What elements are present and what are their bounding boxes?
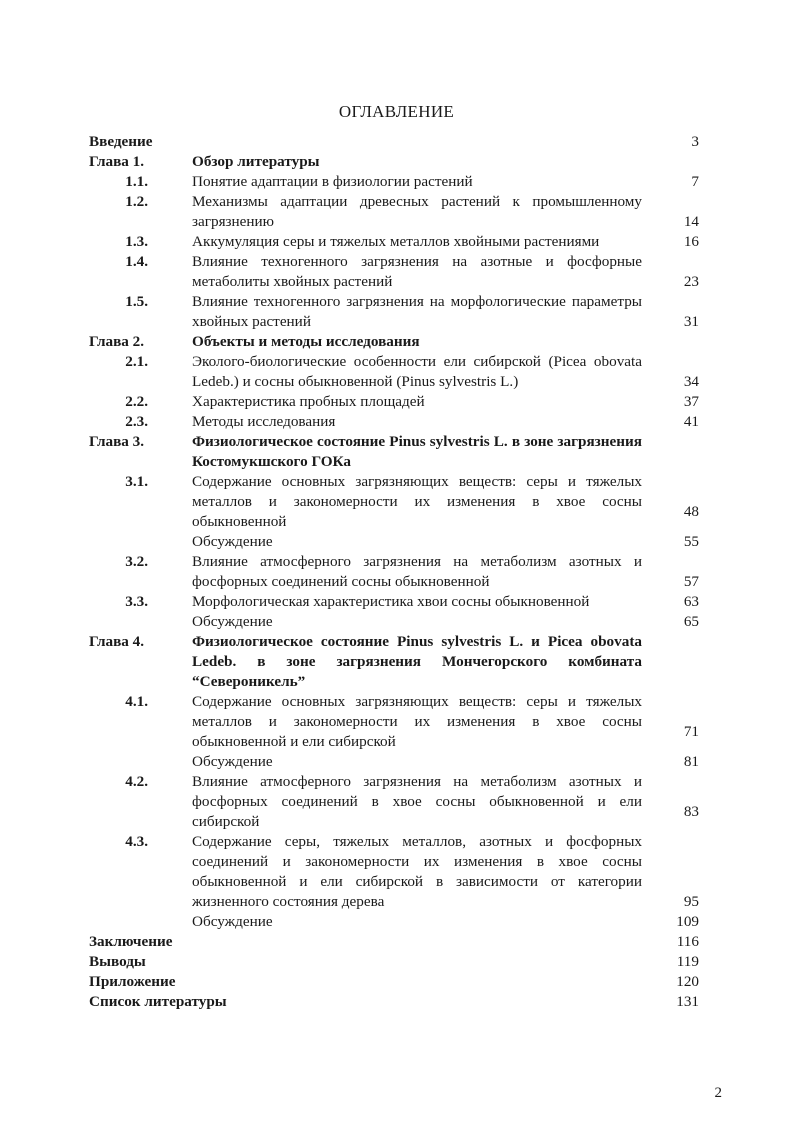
toc-section — [0, 612, 793, 632]
toc-entry-number: 3.2. — [125, 553, 148, 570]
toc-top-entry — [0, 972, 793, 992]
toc-section — [0, 412, 793, 432]
toc-entry-page: 95 — [683, 893, 699, 910]
toc-section — [0, 352, 793, 392]
toc-section — [0, 392, 793, 412]
toc-entry-title: Влияние техногенного загрязнения на морфологические параметры хвойных растений — [192, 293, 642, 330]
toc-section — [0, 752, 793, 772]
toc-chapter — [0, 432, 793, 472]
toc-section — [0, 192, 793, 232]
toc-entry-page: 14 — [683, 213, 699, 230]
toc-entry-title: Обсуждение — [192, 533, 273, 550]
toc-section — [0, 532, 793, 552]
toc-section — [0, 292, 793, 332]
toc-entry-title: Содержание серы, тяжелых металлов, азотных и фосфорных соединений и закономерности их изменения в хвое сосны обыкновенной и ели сибирской в зависимости от категории жизненного состояния дерева — [192, 833, 642, 910]
toc-entry-number: 1.4. — [125, 253, 148, 270]
toc-entry-label: Введение — [89, 133, 153, 150]
toc-entry-page: 63 — [683, 593, 699, 610]
toc-entry-label: Список литературы — [89, 993, 227, 1010]
toc-entry-page: 37 — [683, 393, 699, 410]
toc-entry-title: Влияние атмосферного загрязнения на метаболизм азотных и фосфорных соединений в хвое сосны обыкновенной и ели сибирской — [192, 773, 642, 830]
toc-chapter — [0, 332, 793, 352]
toc-entry-title: Обзор литературы — [192, 153, 320, 170]
toc-entry-number: 3.1. — [125, 473, 148, 490]
toc-entry-title: Содержание основных загрязняющих веществ: серы и тяжелых металлов и закономерности их изменения в хвое сосны обыкновенной — [192, 473, 642, 530]
toc-entry-page: 65 — [683, 613, 699, 630]
toc-entry-title: Обсуждение — [192, 613, 273, 630]
toc-entry-title: Обсуждение — [192, 753, 273, 770]
toc-entry-page: 120 — [676, 973, 699, 990]
toc-top-entry — [0, 132, 793, 152]
toc-section — [0, 552, 793, 592]
toc-entry-title: Влияние техногенного загрязнения на азотные и фосфорные метаболиты хвойных растений — [192, 253, 642, 290]
page-title: ОГЛАВЛЕНИЕ — [338, 102, 455, 121]
toc-top-entry — [0, 952, 793, 972]
toc-top-entry — [0, 932, 793, 952]
toc-section — [0, 252, 793, 292]
toc-entry-page: 16 — [683, 233, 699, 250]
toc-entry-number: 1.5. — [125, 293, 148, 310]
toc-entry-page: 55 — [683, 533, 699, 550]
toc-entry-title: Методы исследования — [192, 413, 336, 430]
toc-entry-number: Глава 4. — [89, 633, 145, 650]
toc-entry-number: 1.3. — [125, 233, 148, 250]
toc-section — [0, 772, 793, 832]
toc-entry-number: 1.2. — [125, 193, 148, 210]
toc-entry-number: Глава 2. — [89, 333, 145, 350]
toc-entry-page: 34 — [683, 373, 699, 390]
toc-entry-number: Глава 1. — [89, 153, 145, 170]
toc-entry-title: Физиологическое состояние Pinus sylvestris L. в зоне загрязнения Костомукшского ГОКа — [192, 433, 642, 470]
toc-section — [0, 692, 793, 752]
toc-entry-page: 7 — [691, 173, 699, 190]
toc-entry-number: 4.1. — [125, 693, 148, 710]
toc-entry-title: Характеристика пробных площадей — [192, 393, 425, 410]
toc-chapter — [0, 632, 793, 692]
toc-entry-title: Физиологическое состояние Pinus sylvestris L. и Picea obovata Ledeb. в зоне загрязнения Мончегорского комбината “Североникель” — [192, 633, 642, 690]
toc-chapter — [0, 152, 793, 172]
toc-section — [0, 172, 793, 192]
toc-entry-number: 2.2. — [125, 393, 148, 410]
toc-entry-title: Понятие адаптации в физиологии растений — [192, 173, 473, 190]
toc-entry-number: 4.3. — [125, 833, 148, 850]
toc-entry-page: 81 — [683, 753, 699, 770]
table-of-contents — [0, 132, 793, 1012]
toc-entry-number: 1.1. — [125, 173, 148, 190]
toc-top-entry — [0, 992, 793, 1012]
toc-entry-page: 57 — [683, 573, 699, 590]
toc-entry-title: Содержание основных загрязняющих веществ: серы и тяжелых металлов и закономерности их изменения в хвое сосны обыкновенной и ели сибирской — [192, 693, 642, 750]
toc-entry-number: 2.3. — [125, 413, 148, 430]
toc-entry-number: 2.1. — [125, 353, 148, 370]
toc-section — [0, 832, 793, 912]
toc-entry-title: Объекты и методы исследования — [192, 333, 420, 350]
toc-entry-page: 116 — [676, 933, 699, 950]
toc-entry-page: 119 — [676, 953, 699, 970]
toc-entry-page: 83 — [683, 803, 699, 820]
toc-entry-number: Глава 3. — [89, 433, 145, 450]
toc-entry-page: 109 — [676, 913, 699, 930]
toc-entry-page: 23 — [683, 273, 699, 290]
toc-entry-label: Выводы — [89, 953, 146, 970]
toc-section — [0, 232, 793, 252]
toc-section — [0, 592, 793, 612]
toc-entry-number: 3.3. — [125, 593, 148, 610]
toc-entry-label: Приложение — [89, 973, 176, 990]
toc-section — [0, 472, 793, 532]
toc-entry-title: Аккумуляция серы и тяжелых металлов хвойными растениями — [192, 233, 600, 250]
toc-entry-title: Обсуждение — [192, 913, 273, 930]
toc-entry-page: 48 — [683, 503, 699, 520]
toc-entry-title: Морфологическая характеристика хвои сосны обыкновенной — [192, 593, 590, 610]
toc-entry-page: 41 — [683, 413, 699, 430]
toc-entry-page: 131 — [676, 993, 699, 1010]
toc-section — [0, 912, 793, 932]
toc-entry-title: Влияние атмосферного загрязнения на метаболизм азотных и фосфорных соединений сосны обыкновенной — [192, 553, 642, 590]
toc-entry-page: 3 — [691, 133, 699, 150]
toc-entry-number: 4.2. — [125, 773, 148, 790]
toc-entry-title: Эколого-биологические особенности ели сибирской (Picea obovata Ledeb.) и сосны обыкновенной (Pinus sylvestris L.) — [192, 353, 642, 390]
toc-entry-page: 71 — [683, 723, 699, 740]
page-number: 2 — [714, 1085, 722, 1101]
toc-entry-page: 31 — [683, 313, 699, 330]
toc-entry-label: Заключение — [89, 933, 173, 950]
toc-entry-title: Механизмы адаптации древесных растений к промышленному загрязнению — [192, 193, 642, 230]
